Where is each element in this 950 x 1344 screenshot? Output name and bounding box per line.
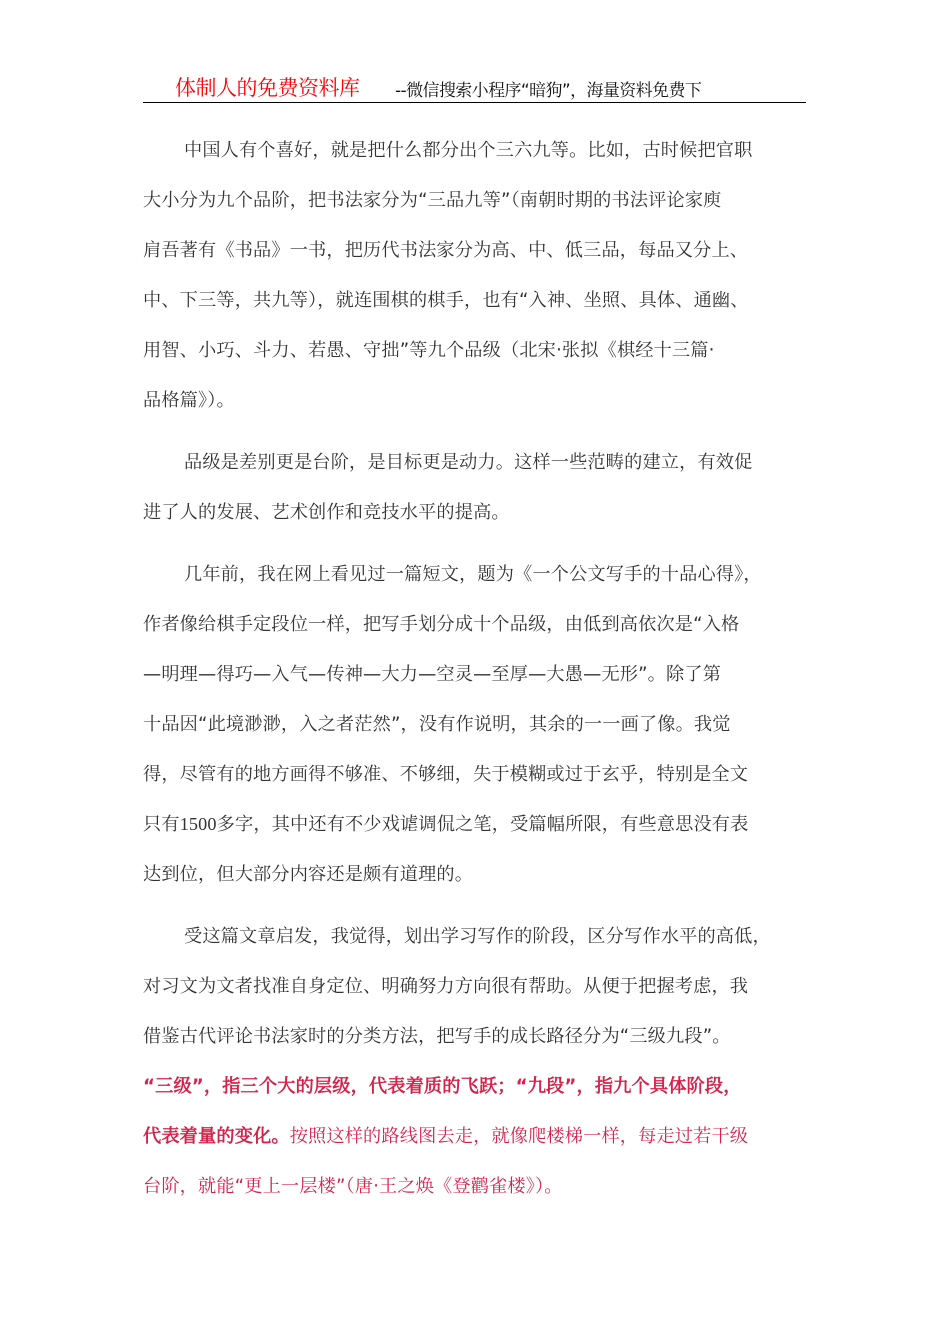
highlight-normal-segment: 按照这样的路线图去走，就像爬楼梯一样，每走过若干级 (289, 1126, 749, 1147)
paragraph-3 (143, 554, 823, 904)
paragraph-1 (143, 130, 823, 430)
header-brand: 体制人的免费资料库 (175, 76, 360, 100)
text-line-with-number (143, 804, 823, 854)
text-line: 用智、小巧、斗力、若愚、守拙”等九个品级（北宋·张拟《棋经十三篇· (143, 340, 715, 361)
word-count-number: 1500 (179, 814, 217, 834)
text-line: 对习文为文者找准自身定位、明确努力方向很有帮助。从便于把握考虑，我 (143, 976, 749, 997)
paragraph-4 (143, 916, 823, 1216)
text-line: 达到位，但大部分内容还是颇有道理的。 (143, 864, 474, 885)
text-line: 进了人的发展、艺术创作和竞技水平的提高。 (143, 502, 510, 523)
page-header (143, 70, 806, 103)
highlight-mixed-line (143, 1116, 823, 1166)
highlight-last-line: 台阶，就能“更上一层楼”（唐·王之焕《登鹳雀楼》）。 (143, 1176, 563, 1197)
text-line: 得，尽管有的地方画得不够准、不够细，失于模糊或过于玄乎，特别是全文 (143, 764, 749, 785)
text-line: 十品因“此境渺渺，入之者茫然”，没有作说明，其余的一一画了像。我觉 (143, 714, 731, 735)
header-subtitle: --微信搜索小程序“暗狗”，海量资料免费下 (395, 81, 702, 101)
document-body (143, 130, 823, 1216)
text-line: 受这篇文章启发，我觉得，划出学习写作的阶段，区分写作水平的高低， (184, 926, 771, 947)
text-line: —明理—得巧—入气—传神—大力—空灵—至厚—大愚—无形”。除了第 (143, 664, 722, 685)
text-line: 品格篇》）。 (143, 390, 235, 411)
highlight-bold-line: “三级”，指三个大的层级，代表着质的飞跃；“九段”，指九个具体阶段， (143, 1076, 742, 1097)
text-line: 品级是差别更是台阶，是目标更是动力。这样一些范畴的建立，有效促 (184, 452, 753, 473)
text-line: 中、下三等，共九等），就连围棋的棋手，也有“入神、坐照、具体、通幽、 (143, 290, 749, 311)
text-line: 肩吾著有《书品》一书，把历代书法家分为高、中、低三品，每品又分上、 (143, 240, 749, 261)
text-segment: 多字，其中还有不少戏谑调侃之笔，受篇幅所限，有些意思没有表 (216, 814, 749, 835)
text-line: 中国人有个喜好，就是把什么都分出个三六九等。比如，古时候把官职 (184, 140, 753, 161)
paragraph-2 (143, 442, 823, 542)
text-line: 几年前，我在网上看见过一篇短文，题为《一个公文写手的十品心得》， (184, 564, 762, 585)
text-segment: 只有 (143, 814, 180, 835)
highlight-bold-segment: 代表着量的变化。 (143, 1126, 290, 1147)
text-line: 大小分为九个品阶，把书法家分为“三品九等”（南朝时期的书法评论家庾 (143, 190, 722, 211)
text-line: 借鉴古代评论书法家时的分类方法，把写手的成长路径分为“三级九段”。 (143, 1026, 731, 1047)
text-line: 作者像给棋手定段位一样，把写手划分成十个品级，由低到高依次是“入格 (143, 614, 740, 635)
